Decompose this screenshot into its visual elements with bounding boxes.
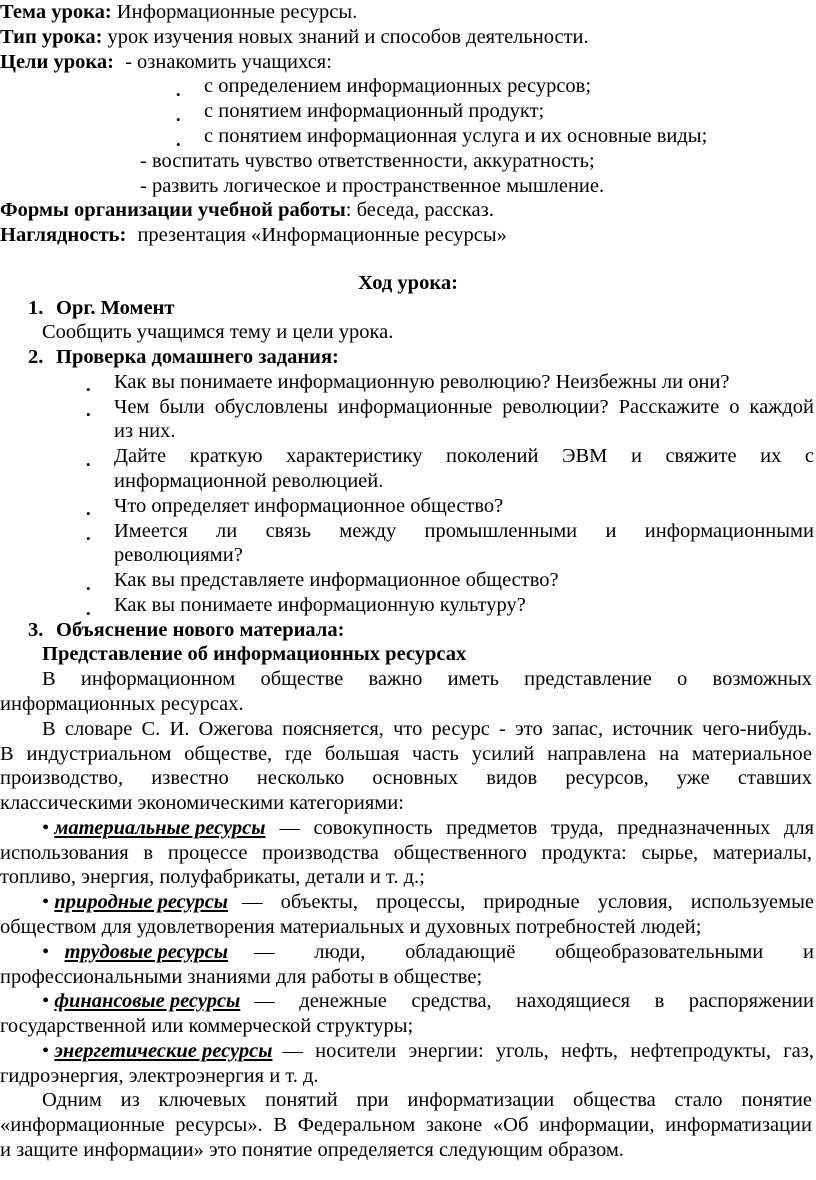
section-2-number: 2. [28, 346, 44, 368]
visual-line [0, 223, 816, 249]
resource-definition: — люди, обладающиё общеобразовательными и [254, 940, 814, 963]
bullet-icon: • [86, 456, 91, 472]
goals-label: Цели урока: [0, 50, 114, 73]
paragraph-line: государственной или коммерческой структуры; [0, 1015, 414, 1038]
question-item: Чем были обусловлены информационные революции? Расскажите о каждой [114, 395, 814, 418]
paragraph-line: использования в процессе производства общественного продукта: сырье, материалы, [0, 841, 812, 864]
course-title: Ход урока: [358, 271, 458, 294]
bullet-icon: • [86, 605, 91, 621]
type-value: урок изучения новых знаний и способов деятельности. [107, 25, 589, 48]
bullet-icon: • [86, 506, 91, 522]
section-1-number: 1. [28, 296, 44, 319]
section-3-title: Объяснение нового материала: [56, 618, 345, 641]
section-2-title: Проверка домашнего задания: [56, 346, 339, 368]
bullet-icon: • [176, 111, 181, 127]
paragraph-line: «информационные ресурсы». В Федеральном законе «Об информации, информатизации [0, 1114, 812, 1137]
resource-term: энергетические ресурсы [54, 1039, 273, 1062]
bullet-icon: • [86, 407, 91, 423]
paragraph-line: и защите информации» это понятие определяется следующим образом. [0, 1139, 624, 1161]
goals-intro: - ознакомить учащихся: [125, 50, 332, 73]
forms-value: : беседа, рассказ. [345, 199, 494, 222]
resource-bullet [42, 816, 265, 842]
question-item: Что определяет информационное общество? [114, 494, 504, 517]
question-item: Как вы представляете информационное общество? [114, 569, 559, 591]
goal-bullet: с понятием информационная услуга и их основные виды; [204, 124, 708, 147]
section-1-text: Сообщить учащимся тему и цели урока. [42, 321, 394, 344]
question-item-cont: информационной революцией. [114, 469, 384, 492]
goal-bullet: с определением информационных ресурсов; [204, 75, 592, 98]
resource-bullet [42, 940, 228, 966]
visual-value: презентация «Информационные ресурсы» [137, 224, 507, 246]
bullet-icon: • [42, 990, 50, 1013]
resource-item [42, 816, 814, 842]
visual-label: Наглядность: [0, 224, 127, 246]
resource-term: материальные ресурсы [54, 816, 266, 839]
resource-item [42, 989, 814, 1015]
resource-definition: — объекты, процессы, природные условия, используемые [242, 891, 814, 914]
resource-definition: — совокупность предметов труда, предназначенных для [279, 816, 814, 839]
resource-bullet [42, 890, 228, 916]
section-3-number: 3. [28, 618, 44, 641]
section-1-title: Орг. Момент [56, 296, 175, 319]
resource-bullet [42, 1039, 272, 1065]
resource-definition: — носители энергии: уголь, нефть, нефтепродукты, газ, [282, 1039, 814, 1062]
topic-value: Информационные ресурсы. [116, 1, 358, 23]
forms-label: Формы организации учебной работы [0, 199, 346, 222]
paragraph-line: гидроэнергия, электроэнергия и т. д. [0, 1064, 319, 1087]
paragraph-line: классическими экономическими категориями: [0, 792, 404, 815]
resource-item [42, 940, 814, 966]
question-item: Имеется ли связь между промышленными и информационными [114, 519, 814, 542]
bullet-icon: • [42, 891, 50, 914]
paragraph-line: обществом для удовлетворения материальных и духовных потребностей людей; [0, 916, 702, 938]
bullet-icon: • [176, 87, 181, 102]
goals-line [0, 50, 816, 76]
resource-item [42, 890, 814, 916]
paragraph-line: В индустриальном обществе, где большая часть усилий направлена на материальное [0, 742, 812, 765]
paragraph-line: Одним из ключевых понятий при информатизации общества стало понятие [42, 1089, 812, 1112]
section-3-subtitle: Представление об информационных ресурсах [42, 643, 467, 666]
resource-item [42, 1039, 814, 1065]
paragraph-line: В словаре С. И. Ожегова поясняется, что ресурс - это запас, источник чего-нибудь. [42, 717, 812, 740]
resource-term: финансовые ресурсы [54, 990, 241, 1013]
paragraph-line: профессиональными знаниями для работы в обществе; [0, 965, 483, 988]
type-line [0, 25, 816, 51]
bullet-icon: • [42, 1039, 50, 1062]
paragraph-line: производство, известно несколько основных видов ресурсов, уже ставших [0, 767, 812, 790]
goal-extra: - развить логическое и пространственное мышление. [140, 174, 605, 197]
bullet-icon: • [42, 940, 50, 963]
bullet-icon: • [86, 531, 91, 547]
paragraph-line: топливо, энергия, полуфабрикаты, детали и т. д.; [0, 866, 425, 889]
bullet-icon: • [176, 136, 181, 152]
goal-extra: - воспитать чувство ответственности, аккуратность; [140, 149, 595, 172]
topic-label: Тема урока: [0, 1, 112, 23]
type-label: Тип урока: [0, 25, 103, 48]
forms-line [0, 198, 816, 224]
topic-line [0, 0, 816, 26]
resource-term: природные ресурсы [54, 891, 229, 914]
question-item-cont: из них. [114, 420, 176, 443]
resource-bullet [42, 989, 240, 1015]
goal-bullet: с понятием информационный продукт; [204, 100, 545, 123]
bullet-icon: • [86, 580, 91, 596]
paragraph-line: информационных ресурсах. [0, 692, 244, 715]
question-item: Как вы понимаете информационную культуру? [114, 593, 526, 616]
resource-definition: — денежные средства, находящиеся в распоряжении [254, 990, 814, 1013]
question-item: Как вы понимаете информационную революцию? Неизбежны ли они? [114, 370, 730, 393]
bullet-icon: • [86, 382, 91, 398]
question-item-cont: революциями? [114, 544, 243, 567]
bullet-icon: • [42, 816, 50, 839]
resource-term: трудовые ресурсы [64, 940, 228, 963]
paragraph-line: В информационном обществе важно иметь представление о возможных [42, 668, 812, 691]
question-item: Дайте краткую характеристику поколений ЭВМ и свяжите их с [114, 445, 814, 468]
